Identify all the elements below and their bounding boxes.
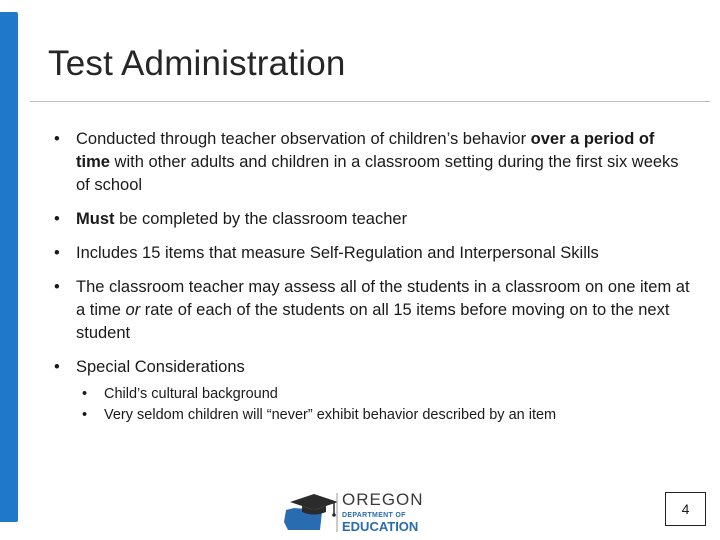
bullet-item [52, 128, 692, 197]
bullet-item [52, 356, 692, 426]
slide-title: Test Administration [48, 44, 346, 83]
bullet-text: Conducted through teacher observation of children’s behavior [76, 130, 531, 148]
logo-oregon: OREGON [342, 490, 424, 509]
bullet-text: Includes 15 items that measure Self-Regulation and Interpersonal Skills [76, 244, 599, 262]
logo-text [342, 491, 424, 534]
page-number: 4 [665, 492, 706, 526]
logo-education: EDUCATION [342, 519, 419, 534]
bullet-item [52, 276, 692, 345]
bullet-dot-icon: • [54, 210, 60, 228]
sub-bullet-text: Very seldom children will “never” exhibit behavior described by an item [104, 407, 557, 423]
sub-bullet-item [82, 405, 692, 426]
sub-bullet-dot-icon: • [82, 407, 88, 423]
graduation-cap-icon [280, 490, 340, 534]
bullet-text: or [125, 301, 141, 319]
bullet-text: rate of each of the students on all 15 items before moving on to the next student [76, 301, 670, 342]
bullet-dot-icon: • [54, 358, 60, 376]
left-accent-bar [0, 12, 18, 522]
sub-bullet-text: Child’s cultural background [104, 386, 278, 402]
bullet-list [52, 128, 692, 437]
bullet-text: over a period of time [76, 130, 655, 171]
sub-bullet-item [82, 384, 692, 405]
bullet-dot-icon: • [54, 278, 60, 296]
bullet-text: with other adults and children in a classroom setting during the first six weeks of school [76, 153, 679, 194]
bullet-item [52, 242, 692, 265]
sub-bullet-list [82, 384, 692, 426]
title-divider [30, 101, 710, 102]
oregon-education-logo [280, 490, 430, 535]
bullet-item [52, 208, 692, 231]
sub-bullet-dot-icon: • [82, 386, 88, 402]
bullet-dot-icon: • [54, 244, 60, 262]
bullet-text: Special Considerations [76, 358, 245, 376]
logo-department: DEPARTMENT OF [342, 512, 406, 519]
bullet-text: Must [76, 210, 115, 228]
bullet-dot-icon: • [54, 130, 60, 148]
bullet-text: The classroom teacher may assess all of the students in a classroom on one item at a time [76, 278, 690, 319]
bullet-text: be completed by the classroom teacher [114, 210, 408, 228]
